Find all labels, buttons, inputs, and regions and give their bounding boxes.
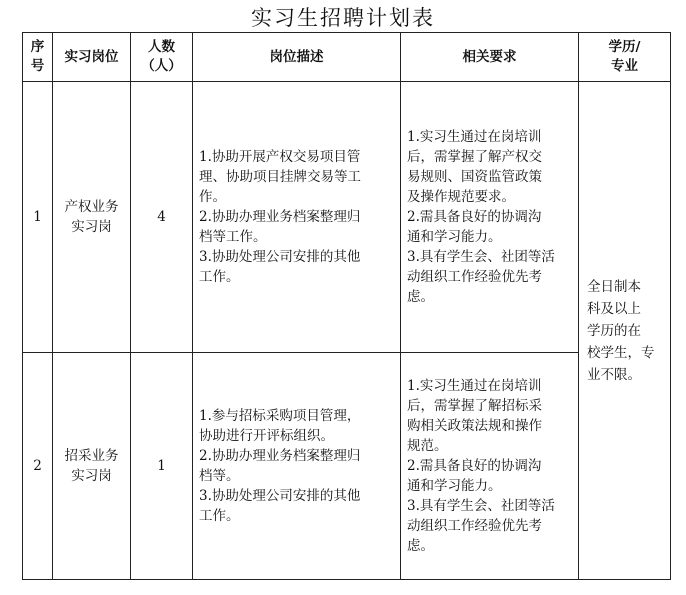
header-education: 学历/ 专业 xyxy=(579,33,671,82)
row1-seq: 1 xyxy=(23,82,53,353)
row2-requirements: 1.实习生通过在岗培训 后，需掌握了解招标采 购相关政策法规和操作 规范。 2.需具备良好的协调沟 通和学习能力。 3.具有学生会、社团等活 动组织工作经验优先考 虑。 xyxy=(401,353,579,580)
row1-requirements: 1.实习生通过在岗培训 后，需掌握了解产权交 易规则、国资监管政策 及操作规范要求。 2.需具备良好的协调沟 通和学习能力。 3.具有学生会、社团等活 动组织工作经验优先考 虑。 xyxy=(401,82,579,353)
row1-count: 4 xyxy=(131,82,193,353)
table-row xyxy=(23,82,671,353)
row2-count: 1 xyxy=(131,353,193,580)
row2-seq: 2 xyxy=(23,353,53,580)
row1-position: 产权业务 实习岗 xyxy=(53,82,131,353)
header-count: 人数 （人） xyxy=(131,33,193,82)
page-title: 实习生招聘计划表 xyxy=(251,6,435,30)
header-requirements: 相关要求 xyxy=(401,33,579,82)
row2-position: 招采业务 实习岗 xyxy=(53,353,131,580)
table-row xyxy=(23,353,671,580)
row1-description: 1.协助开展产权交易项目管 理、协助项目挂牌交易等工 作。 2.协助办理业务档案整理归 档等工作。 3.协助处理公司安排的其他 工作。 xyxy=(193,82,401,353)
row2-description: 1.参与招标采购项目管理， 协助进行开评标组织。 2.协助办理业务档案整理归 档等。 3.协助处理公司安排的其他 工作。 xyxy=(193,353,401,580)
header-description: 岗位描述 xyxy=(193,33,401,82)
recruitment-table xyxy=(22,32,671,580)
header-position: 实习岗位 xyxy=(53,33,131,82)
education-cell: 全日制本 科及以上 学历的在 校学生，专 业不限。 xyxy=(579,82,671,580)
header-row xyxy=(23,33,671,82)
header-seq: 序 号 xyxy=(23,33,53,82)
